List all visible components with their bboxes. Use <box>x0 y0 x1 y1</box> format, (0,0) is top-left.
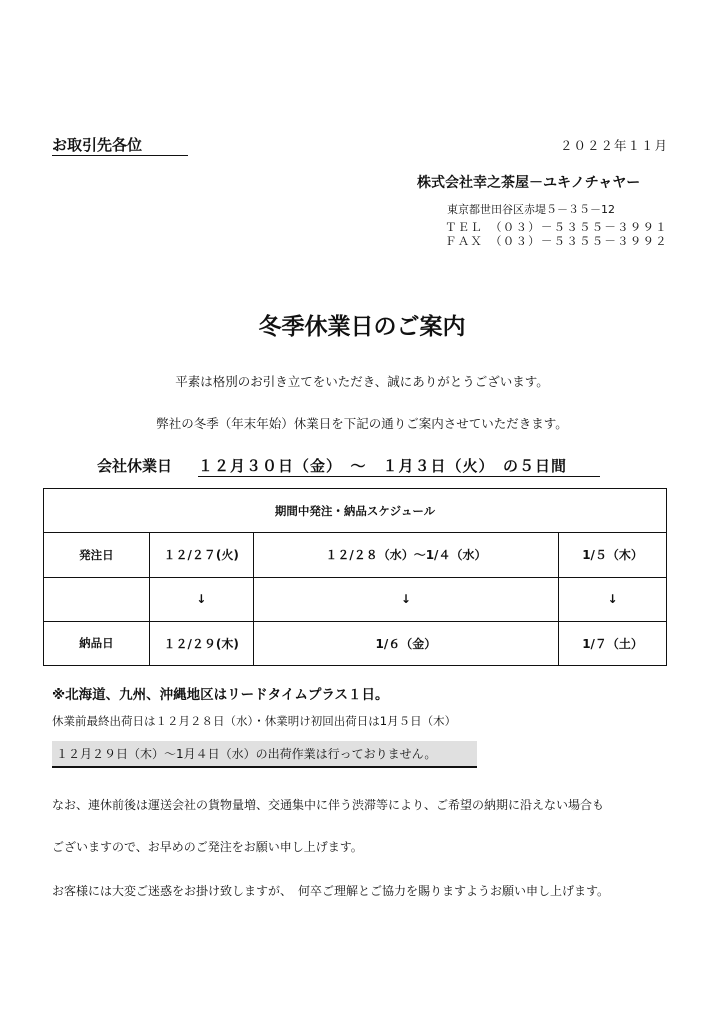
delivery-date-cell: １２/２９(木) <box>149 621 253 665</box>
down-arrow-icon: ↓ <box>149 577 253 621</box>
delivery-date-cell: 1/７（土） <box>559 621 667 665</box>
intro-text: 弊社の冬季（年末年始）休業日を下記の通りご案内させていただきます。 <box>156 416 568 431</box>
order-label: 発注日 <box>44 533 150 577</box>
last-ship-note: 休業前最終出荷日は１２月２８日（水）・休業明け初回出荷日は1月５日（木） <box>52 714 457 728</box>
company-fax: ＦＡＸ （０３）－５３５５－３９９２ <box>445 234 668 248</box>
document-date: ２０２２年１１月 <box>560 138 669 153</box>
delivery-date-cell: 1/６（金） <box>253 621 558 665</box>
arrow-row <box>44 577 667 621</box>
delivery-row <box>44 621 667 665</box>
greeting-text: 平素は格別のお引き立てをいただき、誠にありがとうございます。 <box>175 374 549 389</box>
delivery-label: 納品日 <box>44 621 150 665</box>
holiday-label: 会社休業日 <box>97 457 173 475</box>
holiday-underline <box>198 476 600 477</box>
schedule-table <box>43 488 667 666</box>
empty-cell <box>44 577 150 621</box>
down-arrow-icon: ↓ <box>559 577 667 621</box>
no-shipping-highlight: １２月２９日（木）～1月４日（水）の出荷作業は行っておりません。 <box>52 741 477 768</box>
order-date-cell: １２/２７(火) <box>149 533 253 577</box>
document-title: 冬季休業日のご案内 <box>258 314 466 340</box>
company-tel: ＴＥＬ （０３）－５３５５－３９９１ <box>445 220 668 234</box>
recipient-heading: お取引先各位 <box>52 136 143 154</box>
order-date-cell: 1/５（木） <box>559 533 667 577</box>
schedule-header: 期間中発注・納品スケジュール <box>44 489 667 533</box>
lead-time-note: ※北海道、九州、沖縄地区はリードタイムプラス１日。 <box>52 687 389 703</box>
company-name: 株式会社幸之茶屋－ユキノチャヤー <box>417 175 641 191</box>
order-date-cell: １２/２８（水）～1/４（水） <box>253 533 558 577</box>
down-arrow-icon: ↓ <box>253 577 558 621</box>
company-address: 東京都世田谷区赤堤５－３５－12 <box>447 203 615 216</box>
order-row <box>44 533 667 577</box>
delay-notice-paragraph: なお、連休前後は運送会社の貨物量増、交通集中に伴う渋滞等により、ご希望の納期に沿えない場合も <box>52 798 605 812</box>
early-order-paragraph: ございますので、お早めのご発注をお願い申し上げます。 <box>52 840 363 854</box>
recipient-underline <box>52 155 188 156</box>
schedule-header-row <box>44 489 667 533</box>
holiday-period: １２月３０日（金） ～ １月３日（火） の５日間 <box>198 457 568 475</box>
closing-paragraph: お客様には大変ご迷惑をお掛け致しますが、 何卒ご理解とご協力を賜りますようお願い申し上げます。 <box>52 884 610 898</box>
